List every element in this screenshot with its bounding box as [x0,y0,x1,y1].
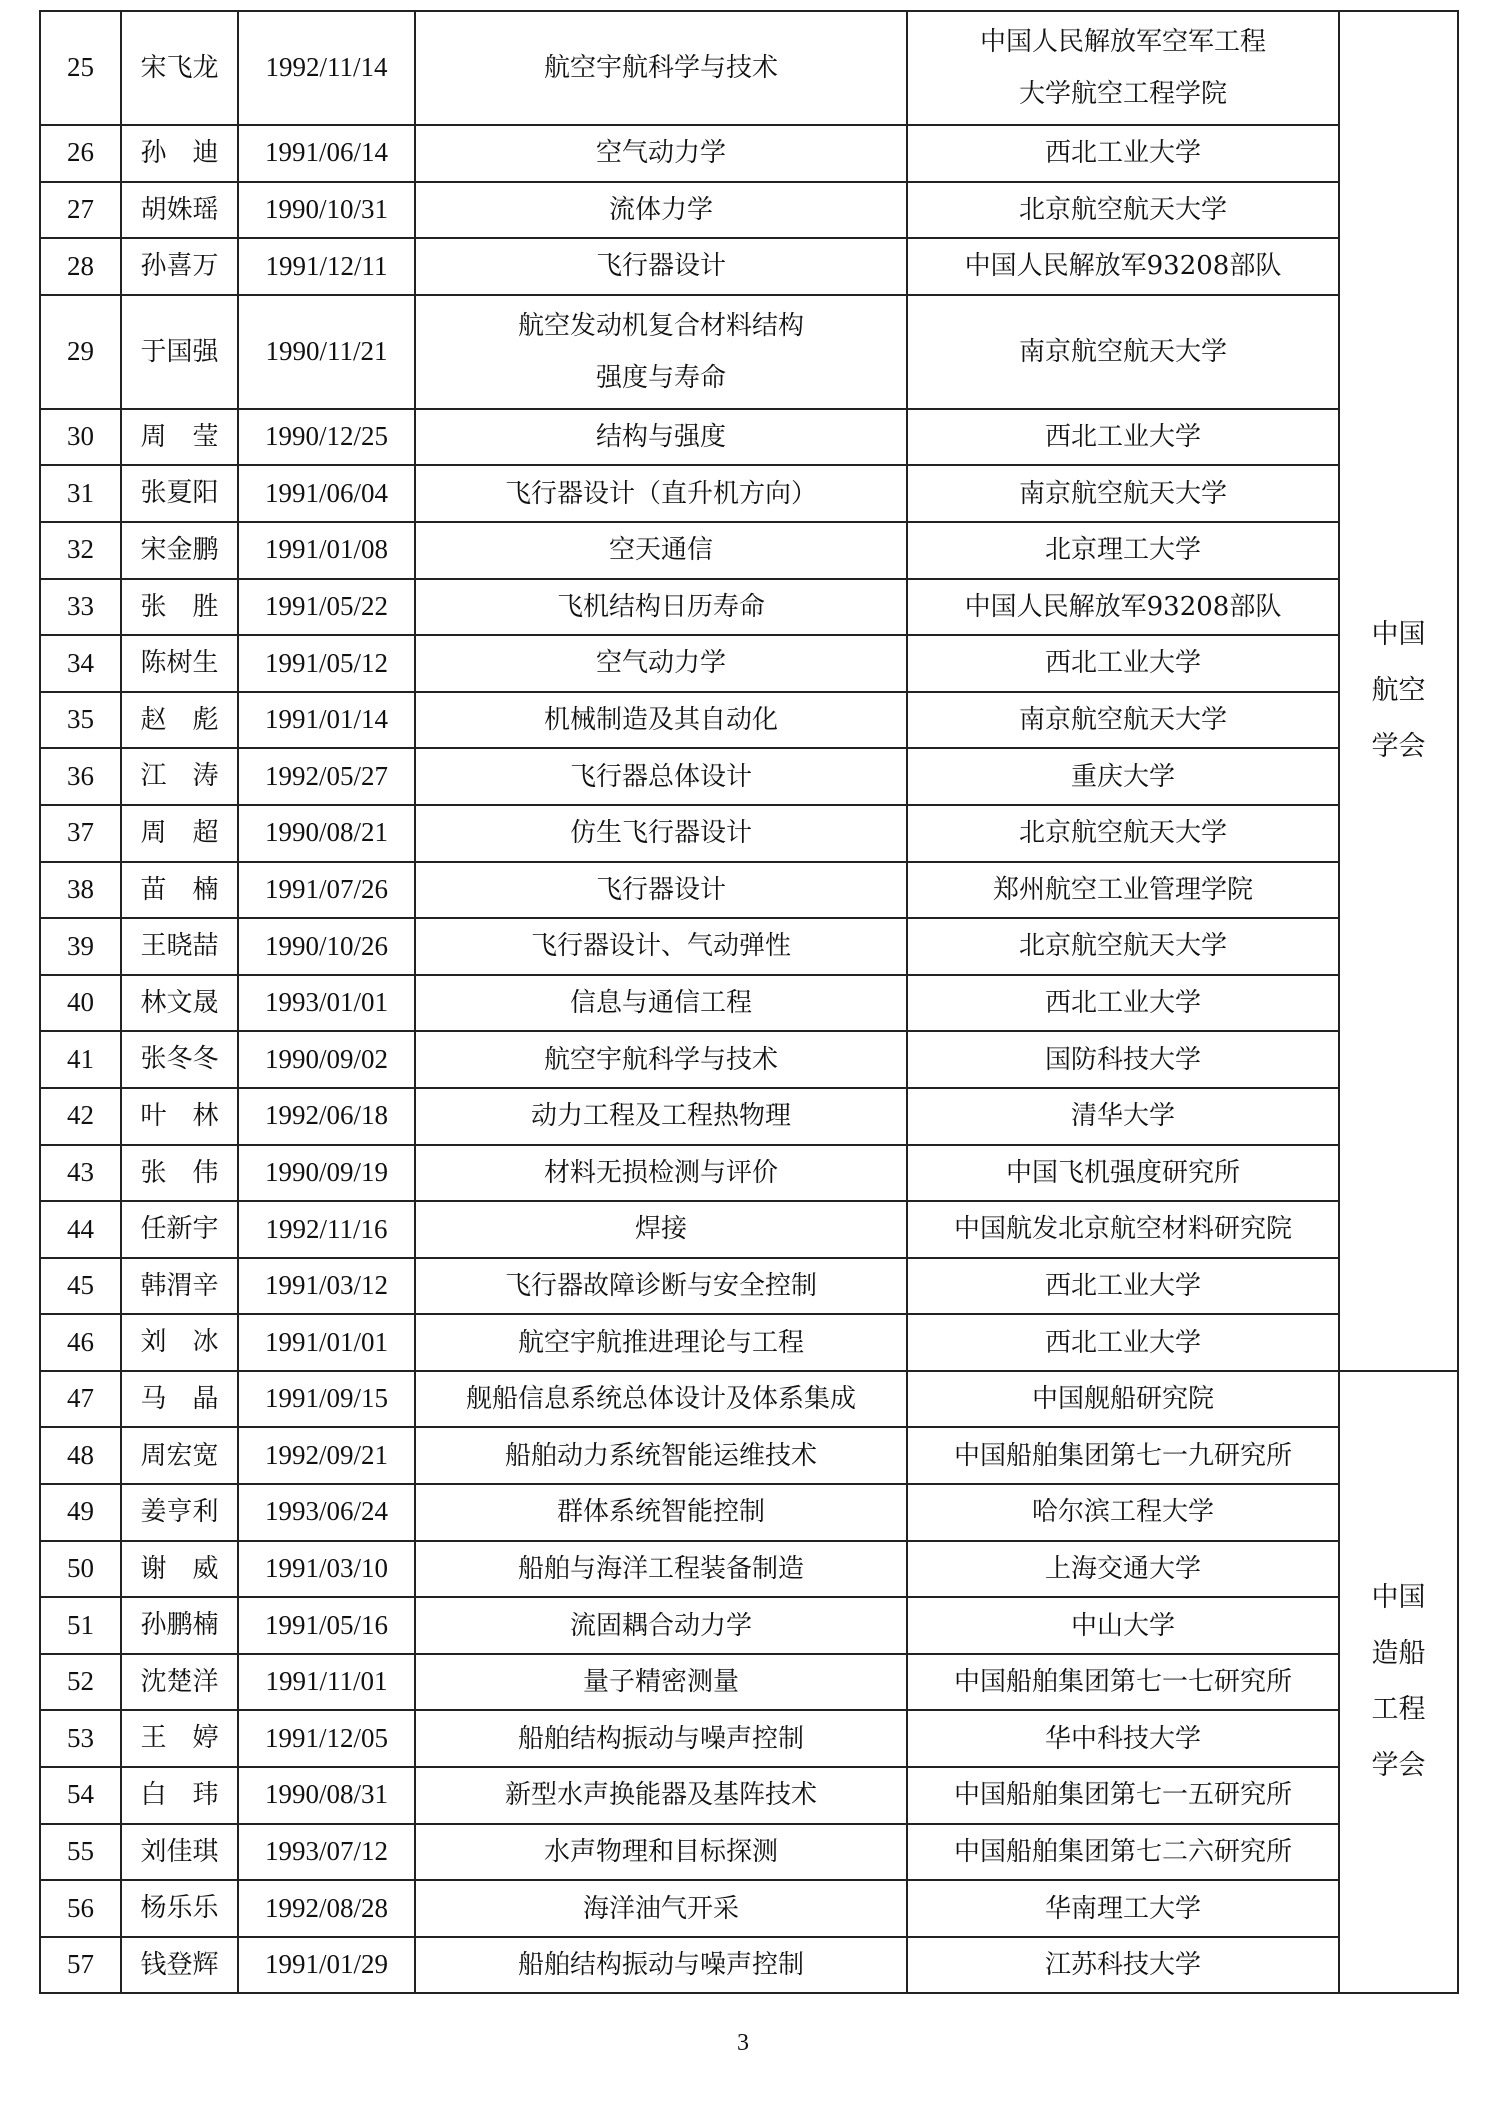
row-number: 49 [40,1484,121,1541]
row-number: 53 [40,1710,121,1767]
person-name: 张冬冬 [121,1031,238,1088]
work-unit [907,1427,1339,1484]
work-unit [907,522,1339,579]
work-unit [907,1710,1339,1767]
research-field [415,748,907,805]
research-field-line: 动力工程及工程热物理 [530,1101,791,1132]
row-number: 31 [40,465,121,522]
work-unit-line: 大学航空工程学院 [1018,79,1227,109]
research-field [415,1031,907,1088]
person-name: 谢 威 [121,1541,238,1598]
society-label-line: 学会 [1371,1750,1426,1782]
person-name: 马 晶 [121,1371,238,1428]
birth-date: 1991/06/14 [238,125,415,182]
research-field-line: 群体系统智能控制 [556,1497,765,1528]
research-field [415,1484,907,1541]
work-unit [907,579,1339,636]
person-name: 任新宇 [121,1201,238,1258]
work-unit [907,1654,1339,1711]
research-field-line: 流体力学 [608,194,713,225]
person-name: 孙 迪 [121,125,238,182]
work-unit [907,1371,1339,1428]
page-number: 3 [737,2030,749,2056]
work-unit [907,748,1339,805]
work-unit [907,1201,1339,1258]
row-number: 56 [40,1880,121,1937]
work-unit-line: 北京理工大学 [1044,535,1201,566]
birth-date: 1991/09/15 [238,1371,415,1428]
research-field-line: 信息与通信工程 [569,988,752,1019]
row-number: 54 [40,1767,121,1824]
work-unit-line: 江苏科技大学 [1044,1950,1201,1981]
table-row [40,1937,1458,1994]
table-row [40,1710,1458,1767]
work-unit-line: 华中科技大学 [1044,1723,1201,1754]
research-field-line: 空天通信 [608,535,713,566]
research-field-line: 飞行器故障诊断与安全控制 [504,1270,817,1301]
work-unit [907,1937,1339,1994]
work-unit-line: 南京航空航天大学 [1018,478,1227,509]
birth-date: 1990/09/02 [238,1031,415,1088]
work-unit [907,918,1339,975]
table-row [40,1767,1458,1824]
research-field-line: 航空宇航科学与技术 [543,1044,778,1075]
research-field [415,1597,907,1654]
birth-date: 1991/12/11 [238,238,415,295]
birth-date: 1991/07/26 [238,862,415,919]
research-field [415,1427,907,1484]
research-field-line: 强度与寿命 [595,362,726,393]
nominating-society [1339,1371,1458,1994]
work-unit-line: 中国人民解放军93208部队 [964,591,1282,622]
person-name: 姜亨利 [121,1484,238,1541]
person-name: 江 涛 [121,748,238,805]
person-name: 周宏宽 [121,1427,238,1484]
person-name: 周 超 [121,805,238,862]
row-number: 48 [40,1427,121,1484]
row-number: 39 [40,918,121,975]
person-name: 沈楚洋 [121,1654,238,1711]
table-row [40,975,1458,1032]
work-unit [907,125,1339,182]
row-number: 33 [40,579,121,636]
research-field [415,1314,907,1371]
row-number: 25 [40,11,121,125]
research-field [415,465,907,522]
research-field-line: 飞行器设计（直升机方向） [504,478,817,509]
research-field-line: 飞机结构日历寿命 [556,591,765,622]
table-row [40,1427,1458,1484]
work-unit-line: 中山大学 [1070,1610,1175,1641]
person-name: 张 伟 [121,1145,238,1202]
work-unit-line: 上海交通大学 [1044,1553,1201,1584]
research-field-line: 舰船信息系统总体设计及体系集成 [465,1384,856,1415]
work-unit [907,1031,1339,1088]
work-unit-line: 中国飞机强度研究所 [1005,1157,1240,1188]
birth-date: 1992/06/18 [238,1088,415,1145]
research-field [415,1541,907,1598]
table-row [40,295,1458,409]
work-unit [907,1880,1339,1937]
person-name: 陈树生 [121,635,238,692]
research-field-line: 量子精密测量 [582,1667,739,1698]
society-label-line: 中国 [1371,618,1426,650]
research-field [415,11,907,125]
row-number: 34 [40,635,121,692]
research-field [415,975,907,1032]
person-name: 孙鹏楠 [121,1597,238,1654]
work-unit-line: 哈尔滨工程大学 [1031,1497,1214,1528]
research-field-line: 焊接 [634,1214,687,1245]
birth-date: 1990/10/31 [238,182,415,239]
row-number: 52 [40,1654,121,1711]
person-name: 白 玮 [121,1767,238,1824]
table-row [40,1088,1458,1145]
work-unit [907,1484,1339,1541]
research-field [415,1824,907,1881]
table-row [40,1541,1458,1598]
table-row [40,238,1458,295]
research-field-line: 新型水声换能器及基阵技术 [504,1780,817,1811]
birth-date: 1991/06/04 [238,465,415,522]
person-name: 刘佳琪 [121,1824,238,1881]
research-field-line: 结构与强度 [595,422,726,453]
work-unit [907,692,1339,749]
work-unit [907,295,1339,409]
work-unit-line: 南京航空航天大学 [1018,705,1227,736]
row-number: 27 [40,182,121,239]
table-body [40,11,1458,1993]
society-label-line: 航空 [1371,674,1426,706]
work-unit-line: 重庆大学 [1070,761,1175,792]
work-unit-line: 中国船舶集团第七二六研究所 [953,1836,1292,1867]
research-field [415,1767,907,1824]
table-row [40,692,1458,749]
work-unit-line: 郑州航空工业管理学院 [992,874,1253,905]
row-number: 51 [40,1597,121,1654]
row-number: 45 [40,1258,121,1315]
work-unit-line: 北京航空航天大学 [1018,194,1227,225]
research-field [415,635,907,692]
table-row [40,918,1458,975]
research-field-line: 航空宇航科学与技术 [543,53,778,83]
row-number: 28 [40,238,121,295]
table-row [40,465,1458,522]
row-number: 30 [40,409,121,466]
person-name: 赵 彪 [121,692,238,749]
person-name: 苗 楠 [121,862,238,919]
table-row [40,635,1458,692]
work-unit [907,1824,1339,1881]
work-unit [907,862,1339,919]
work-unit-line: 西北工业大学 [1044,1270,1201,1301]
table-row [40,522,1458,579]
work-unit-line: 北京航空航天大学 [1018,931,1227,962]
work-unit-line: 西北工业大学 [1044,1327,1201,1358]
birth-date: 1991/01/01 [238,1314,415,1371]
research-field [415,862,907,919]
society-label-line: 造船 [1371,1638,1426,1670]
work-unit [907,465,1339,522]
row-number: 35 [40,692,121,749]
research-field-line: 飞行器总体设计 [569,761,752,792]
birth-date: 1990/12/25 [238,409,415,466]
birth-date: 1991/12/05 [238,1710,415,1767]
table-row [40,1824,1458,1881]
research-field-line: 航空宇航推进理论与工程 [517,1327,804,1358]
person-name: 王晓喆 [121,918,238,975]
nominee-table [39,10,1459,1994]
society-label-line: 中国 [1371,1582,1426,1614]
birth-date: 1991/01/08 [238,522,415,579]
society-label-line: 学会 [1371,730,1426,762]
research-field-line: 船舶动力系统智能运维技术 [504,1440,817,1471]
birth-date: 1992/11/14 [238,11,415,125]
research-field-line: 飞行器设计、气动弹性 [530,931,791,962]
table-row [40,1031,1458,1088]
research-field-line: 空气动力学 [595,138,726,169]
person-name: 叶 林 [121,1088,238,1145]
table-row [40,11,1458,125]
work-unit-line: 西北工业大学 [1044,988,1201,1019]
row-number: 29 [40,295,121,409]
work-unit-line: 中国航发北京航空材料研究院 [953,1214,1292,1245]
nominating-society [1339,11,1458,1371]
birth-date: 1991/11/01 [238,1654,415,1711]
table-row [40,1201,1458,1258]
table-row [40,1314,1458,1371]
person-name: 钱登辉 [121,1937,238,1994]
table-row [40,1880,1458,1937]
birth-date: 1990/11/21 [238,295,415,409]
row-number: 50 [40,1541,121,1598]
research-field-line: 船舶与海洋工程装备制造 [517,1553,804,1584]
birth-date: 1991/05/22 [238,579,415,636]
birth-date: 1991/05/16 [238,1597,415,1654]
row-number: 57 [40,1937,121,1994]
birth-date: 1993/07/12 [238,1824,415,1881]
work-unit-line: 清华大学 [1070,1101,1175,1132]
birth-date: 1991/01/29 [238,1937,415,1994]
person-name: 张夏阳 [121,465,238,522]
table-row [40,748,1458,805]
row-number: 42 [40,1088,121,1145]
table-row [40,182,1458,239]
table-row [40,409,1458,466]
work-unit-line: 中国船舶集团第七一九研究所 [953,1440,1292,1471]
work-unit-line: 北京航空航天大学 [1018,818,1227,849]
work-unit [907,1088,1339,1145]
person-name: 王 婷 [121,1710,238,1767]
row-number: 37 [40,805,121,862]
research-field-line: 船舶结构振动与噪声控制 [517,1950,804,1981]
table-row [40,125,1458,182]
research-field-line: 海洋油气开采 [582,1893,739,1924]
birth-date: 1993/01/01 [238,975,415,1032]
birth-date: 1992/08/28 [238,1880,415,1937]
table-row [40,805,1458,862]
research-field-line: 空气动力学 [595,648,726,679]
table-row [40,1597,1458,1654]
research-field [415,1937,907,1994]
research-field-line: 水声物理和目标探测 [543,1836,778,1867]
birth-date: 1991/05/12 [238,635,415,692]
table-row [40,1484,1458,1541]
table-row [40,579,1458,636]
person-name: 韩渭辛 [121,1258,238,1315]
work-unit-line: 西北工业大学 [1044,648,1201,679]
work-unit-line: 南京航空航天大学 [1018,336,1227,367]
work-unit [907,635,1339,692]
research-field [415,1258,907,1315]
work-unit [907,805,1339,862]
work-unit [907,182,1339,239]
row-number: 41 [40,1031,121,1088]
research-field [415,1710,907,1767]
research-field [415,579,907,636]
research-field-line: 航空发动机复合材料结构 [517,310,804,341]
birth-date: 1990/09/19 [238,1145,415,1202]
birth-date: 1990/10/26 [238,918,415,975]
work-unit [907,1541,1339,1598]
table-row [40,1145,1458,1202]
person-name: 孙喜万 [121,238,238,295]
work-unit-line: 中国人民解放军空军工程 [979,27,1266,57]
research-field [415,409,907,466]
person-name: 林文晟 [121,975,238,1032]
research-field [415,692,907,749]
row-number: 26 [40,125,121,182]
research-field [415,182,907,239]
research-field [415,1145,907,1202]
research-field-line: 材料无损检测与评价 [543,1157,778,1188]
person-name: 胡姝瑶 [121,182,238,239]
person-name: 张 胜 [121,579,238,636]
work-unit [907,11,1339,125]
research-field [415,805,907,862]
table-row [40,1371,1458,1428]
person-name: 宋金鹏 [121,522,238,579]
work-unit-line: 西北工业大学 [1044,422,1201,453]
table-row [40,1258,1458,1315]
work-unit-line: 中国舰船研究院 [1031,1384,1214,1415]
society-label-line: 工程 [1371,1694,1426,1726]
birth-date: 1992/05/27 [238,748,415,805]
work-unit-line: 中国船舶集团第七一七研究所 [953,1667,1292,1698]
person-name: 杨乐乐 [121,1880,238,1937]
row-number: 43 [40,1145,121,1202]
work-unit [907,1314,1339,1371]
work-unit [907,1767,1339,1824]
work-unit [907,1597,1339,1654]
row-number: 44 [40,1201,121,1258]
work-unit-line: 中国船舶集团第七一五研究所 [953,1780,1292,1811]
work-unit-line: 华南理工大学 [1044,1893,1201,1924]
research-field [415,918,907,975]
research-field-line: 仿生飞行器设计 [569,818,752,849]
birth-date: 1990/08/31 [238,1767,415,1824]
work-unit [907,1145,1339,1202]
birth-date: 1992/11/16 [238,1201,415,1258]
research-field-line: 流固耦合动力学 [569,1610,752,1641]
research-field [415,125,907,182]
research-field [415,1654,907,1711]
birth-date: 1993/06/24 [238,1484,415,1541]
row-number: 32 [40,522,121,579]
research-field [415,522,907,579]
work-unit-line: 中国人民解放军93208部队 [964,251,1282,282]
birth-date: 1991/01/14 [238,692,415,749]
birth-date: 1990/08/21 [238,805,415,862]
row-number: 46 [40,1314,121,1371]
row-number: 38 [40,862,121,919]
birth-date: 1992/09/21 [238,1427,415,1484]
work-unit [907,975,1339,1032]
person-name: 宋飞龙 [121,11,238,125]
work-unit [907,409,1339,466]
row-number: 36 [40,748,121,805]
birth-date: 1991/03/12 [238,1258,415,1315]
research-field-line: 飞行器设计 [595,251,726,282]
person-name: 周 莹 [121,409,238,466]
research-field [415,1371,907,1428]
work-unit [907,1258,1339,1315]
research-field-line: 飞行器设计 [595,874,726,905]
research-field [415,1201,907,1258]
research-field [415,1880,907,1937]
row-number: 40 [40,975,121,1032]
work-unit [907,238,1339,295]
row-number: 55 [40,1824,121,1881]
research-field-line: 船舶结构振动与噪声控制 [517,1723,804,1754]
research-field-line: 机械制造及其自动化 [543,705,778,736]
person-name: 于国强 [121,295,238,409]
person-name: 刘 冰 [121,1314,238,1371]
research-field [415,1088,907,1145]
work-unit-line: 国防科技大学 [1044,1044,1201,1075]
work-unit-line: 西北工业大学 [1044,138,1201,169]
table-row [40,1654,1458,1711]
research-field [415,238,907,295]
table-row [40,862,1458,919]
birth-date: 1991/03/10 [238,1541,415,1598]
research-field [415,295,907,409]
row-number: 47 [40,1371,121,1428]
